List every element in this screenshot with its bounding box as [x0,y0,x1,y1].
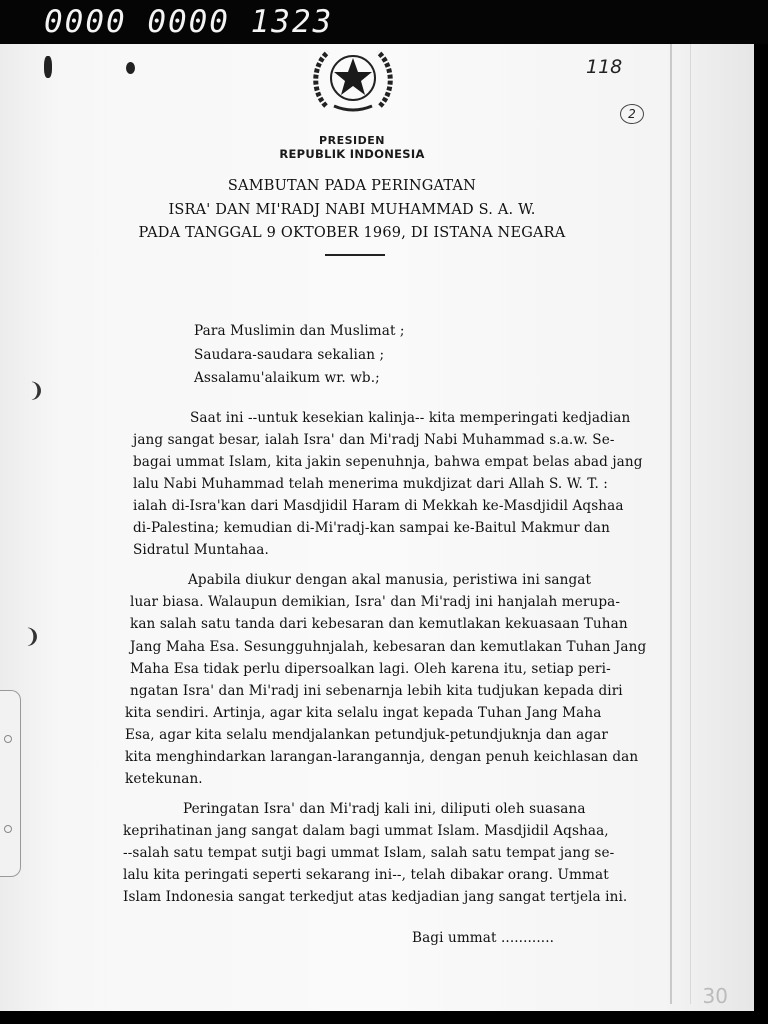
paragraph-line: lalu Nabi Muhammad telah menerima mukdjizat dari Allah S. W. T. : [133,476,608,492]
paragraph-line: bagai ummat Islam, kita jakin sepenuhnja, bahwa empat belas abad jang [133,454,643,470]
punch-hole-icon [4,735,12,743]
paragraph-line: kita menghindarkan larangan-larangannja, dengan penuh keichlasan dan [125,749,639,765]
ink-blot [44,56,52,78]
paragraph-line: keprihatinan jang sangat dalam bagi ummat Islam. Masdjidil Aqshaa, [123,823,609,839]
paragraph-line: Maha Esa tidak perlu dipersoalkan lagi. Oleh karena itu, setiap peri- [130,661,611,677]
salutation-line: Saudara-saudara sekalian ; [194,347,385,363]
paragraph-line: Esa, agar kita selalu mendjalankan petundjuk-petundjuknja dan agar [125,727,608,743]
paragraph-line: kan salah satu tanda dari kebesaran dan kemutlakan kekuasaan Tuhan [130,616,628,632]
paragraph-line: Jang Maha Esa. Sesungguhnjalah, kebesaran dan kemutlakan Tuhan Jang [130,639,647,655]
paragraph-line: Saat ini --untuk kesekian kalinja-- kita memperingati kedjadian [190,410,631,426]
paragraph-line: kita sendiri. Artinja, agar kita selalu ingat kepada Tuhan Jang Maha [125,705,602,721]
title-line-1: SAMBUTAN PADA PERINGATAN [227,178,477,194]
title-divider [325,254,385,256]
letterhead-line-1: PRESIDEN [319,134,385,147]
title-line-2: ISRA' DAN MI'RADJ NABI MUHAMMAD S. A. W. [168,202,536,218]
continuation-catchword: Bagi ummat ............ [412,930,555,946]
paragraph-line: Islam Indonesia sangat terkedjut atas kedjadian jang sangat tertjela ini. [123,889,628,905]
paragraph-line: jang sangat besar, ialah Isra' dan Mi'radj Nabi Muhammad s.a.w. Se- [133,432,615,448]
binder-tab [0,690,21,877]
paragraph-line: Peringatan Isra' dan Mi'radj kali ini, diliputi oleh suasana [183,801,586,817]
paragraph-line: ngatan Isra' dan Mi'radj ini sebenarnja lebih kita tudjukan kepada diri [130,683,623,699]
salutation-line: Para Muslimin dan Muslimat ; [194,323,405,339]
paragraph-line: Sidratul Muntahaa. [133,542,269,558]
margin-mark-icon: ❩ [24,624,41,648]
paragraph-line: di-Palestina; kemudian di-Mi'radj-kan sampai ke-Baitul Makmur dan [133,520,610,536]
salutation-line: Assalamu'alaikum wr. wb.; [194,370,380,386]
punch-hole-icon [4,825,12,833]
paragraph-line: --salah satu tempat sutji bagi ummat Islam, salah satu tempat jang se- [123,845,615,861]
frame-code: 0000 0000 1323 [44,4,334,40]
letterhead-line-2: REPUBLIK INDONESIA [279,147,425,161]
paragraph-line: ketekunan. [125,771,203,787]
paragraph-line: ialah di-Isra'kan dari Masdjidil Haram di Mekkah ke-Masdjidil Aqshaa [133,498,624,514]
film-frame-bar [0,0,768,44]
title-line-3: PADA TANGGAL 9 OKTOBER 1969, DI ISTANA NEGARA [138,225,566,241]
handwritten-page-number: 118 [586,56,623,78]
paragraph-line: lalu kita peringati seperti sekarang ini--, telah dibakar orang. Ummat [123,867,609,883]
paragraph-line: Apabila diukur dengan akal manusia, peristiwa ini sangat [188,572,592,588]
paragraph-line: luar biasa. Walaupun demikian, Isra' dan Mi'radj ini hanjalah merupa- [130,594,621,610]
corner-mark: 30 [702,984,728,1008]
garuda-star-emblem-icon [310,44,396,114]
margin-mark-icon: ❩ [28,378,45,402]
ink-blot [126,62,135,74]
handwritten-circled-number: 2 [620,104,644,124]
